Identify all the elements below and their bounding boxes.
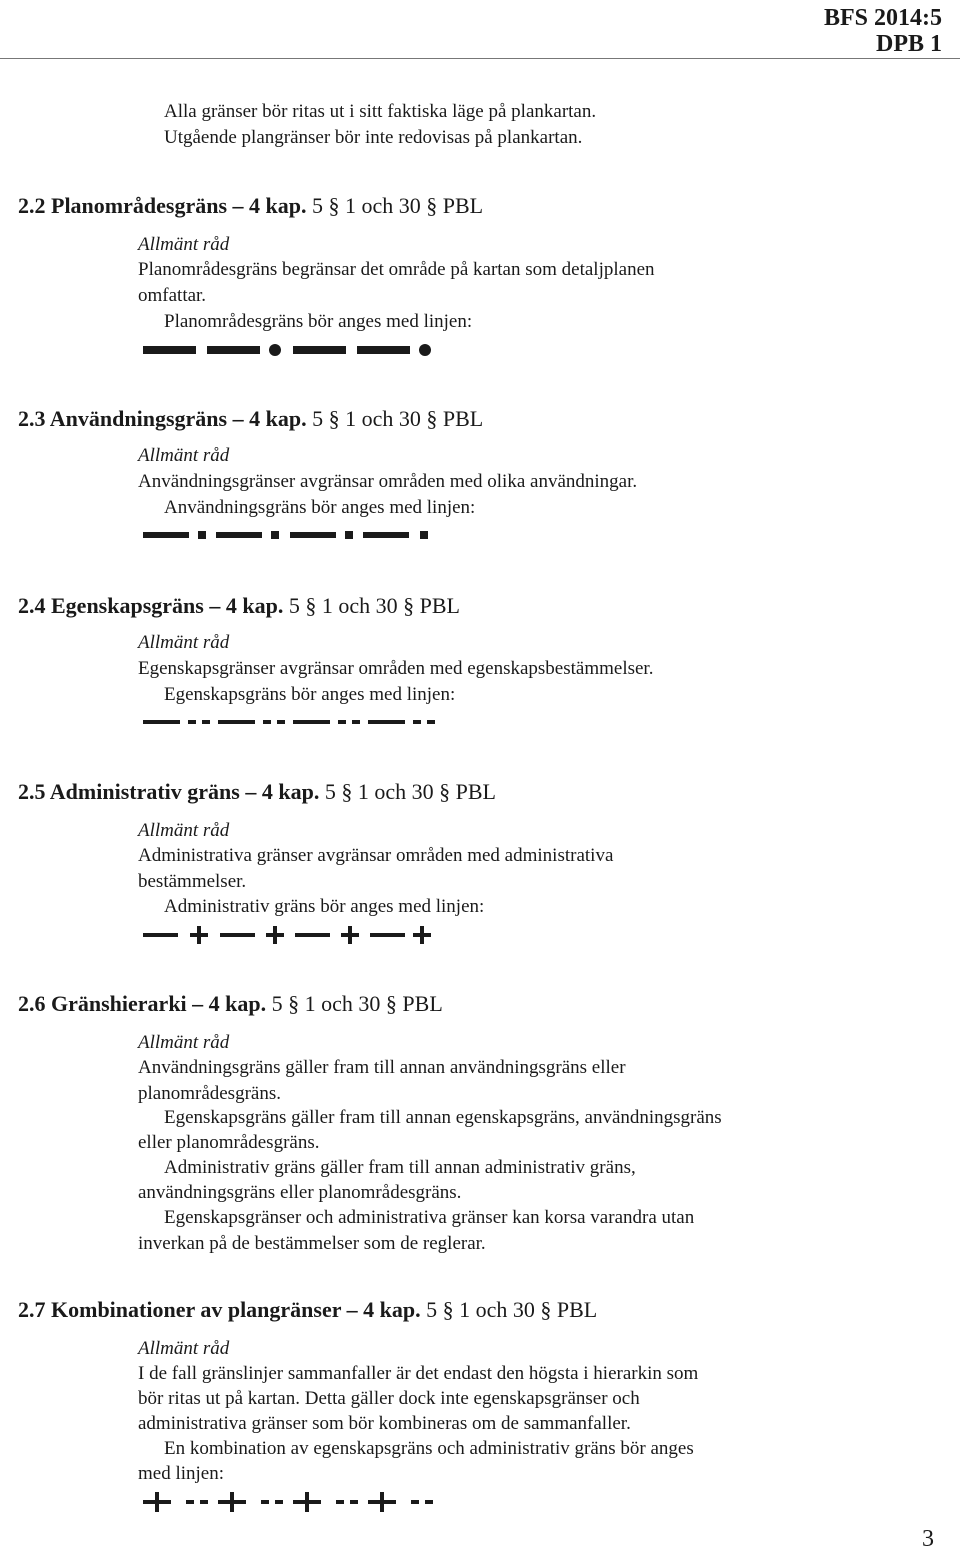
section-text: Administrativ gräns gäller fram till annan administrativ gräns,: [164, 1157, 636, 1178]
section-heading: 2.7 Kombinationer av plangränser – 4 kap. 5 § 1 och 30 § PBL: [18, 1297, 598, 1322]
section-text: Egenskapsgräns gäller fram till annan egenskapsgräns, användningsgräns: [164, 1107, 722, 1128]
egenskapsgrans-line-icon: [140, 712, 440, 732]
section-text: Användningsgräns bör anges med linjen:: [164, 497, 476, 518]
section-text: Egenskapsgränser avgränsar områden med egenskapsbestämmelser.: [138, 658, 654, 679]
section-text: Planområdesgräns begränsar det område på kartan som detaljplanen: [138, 259, 655, 280]
section-text: Administrativ gräns bör anges med linjen:: [164, 896, 485, 917]
section-heading: 2.4 Egenskapsgräns – 4 kap. 5 § 1 och 30 § PBL: [18, 593, 460, 618]
anvandningsgrans-line-icon: [140, 525, 440, 545]
administrativ-grans-line-icon: [140, 922, 440, 948]
allmant-rad-label: Allmänt råd: [138, 234, 230, 255]
section-heading: 2.6 Gränshierarki – 4 kap. 5 § 1 och 30 § PBL: [18, 991, 443, 1016]
header-rule: [0, 58, 960, 59]
section-heading: 2.5 Administrativ gräns – 4 kap. 5 § 1 och 30 § PBL: [18, 779, 496, 804]
section-heading: 2.3 Användningsgräns – 4 kap. 5 § 1 och 30 § PBL: [18, 406, 484, 431]
intro-line: Utgående plangränser bör inte redovisas på plankartan.: [164, 127, 583, 148]
page-number: 3: [922, 1526, 934, 1552]
header-doc-id: BFS 2014:5: [823, 5, 942, 31]
allmant-rad-label: Allmänt råd: [138, 1032, 230, 1053]
allmant-rad-label: Allmänt råd: [138, 820, 230, 841]
section-text: Användningsgräns gäller fram till annan användningsgräns eller: [138, 1057, 626, 1078]
section-text: Planområdesgräns bör anges med linjen:: [164, 311, 473, 332]
allmant-rad-label: Allmänt råd: [138, 445, 230, 466]
section-text: Administrativa gränser avgränsar områden med administrativa: [138, 845, 614, 866]
section-text: inverkan på de bestämmelser som de reglerar.: [138, 1233, 486, 1254]
section-text: planområdesgräns.: [138, 1083, 281, 1104]
kombinationslinje-icon: [140, 1490, 440, 1514]
header-doc-code: DPB 1: [876, 31, 942, 57]
planomradesgrans-line-icon: [140, 338, 440, 362]
section-text: bör ritas ut på kartan. Detta gäller dock inte egenskapsgränser och: [138, 1388, 640, 1409]
section-text: bestämmelser.: [138, 871, 247, 892]
allmant-rad-label: Allmänt råd: [138, 1338, 230, 1359]
section-text: omfattar.: [138, 285, 207, 306]
section-text: En kombination av egenskapsgräns och administrativ gräns bör anges: [164, 1438, 694, 1459]
section-text: användningsgräns eller planområdesgräns.: [138, 1182, 462, 1203]
section-heading: 2.2 Planområdesgräns – 4 kap. 5 § 1 och 30 § PBL: [18, 193, 484, 218]
section-text: med linjen:: [138, 1463, 225, 1484]
section-text: eller planområdesgräns.: [138, 1132, 320, 1153]
section-text: Egenskapsgränser och administrativa gränser kan korsa varandra utan: [164, 1207, 695, 1228]
intro-line: Alla gränser bör ritas ut i sitt faktiska läge på plankartan.: [164, 101, 597, 122]
section-text: administrativa gränser som bör kombineras om de sammanfaller.: [138, 1413, 631, 1434]
section-text: Egenskapsgräns bör anges med linjen:: [164, 684, 456, 705]
section-text: Användningsgränser avgränsar områden med olika användningar.: [138, 471, 638, 492]
allmant-rad-label: Allmänt råd: [138, 632, 230, 653]
section-text: I de fall gränslinjer sammanfaller är det endast den högsta i hierarkin som: [138, 1363, 699, 1384]
